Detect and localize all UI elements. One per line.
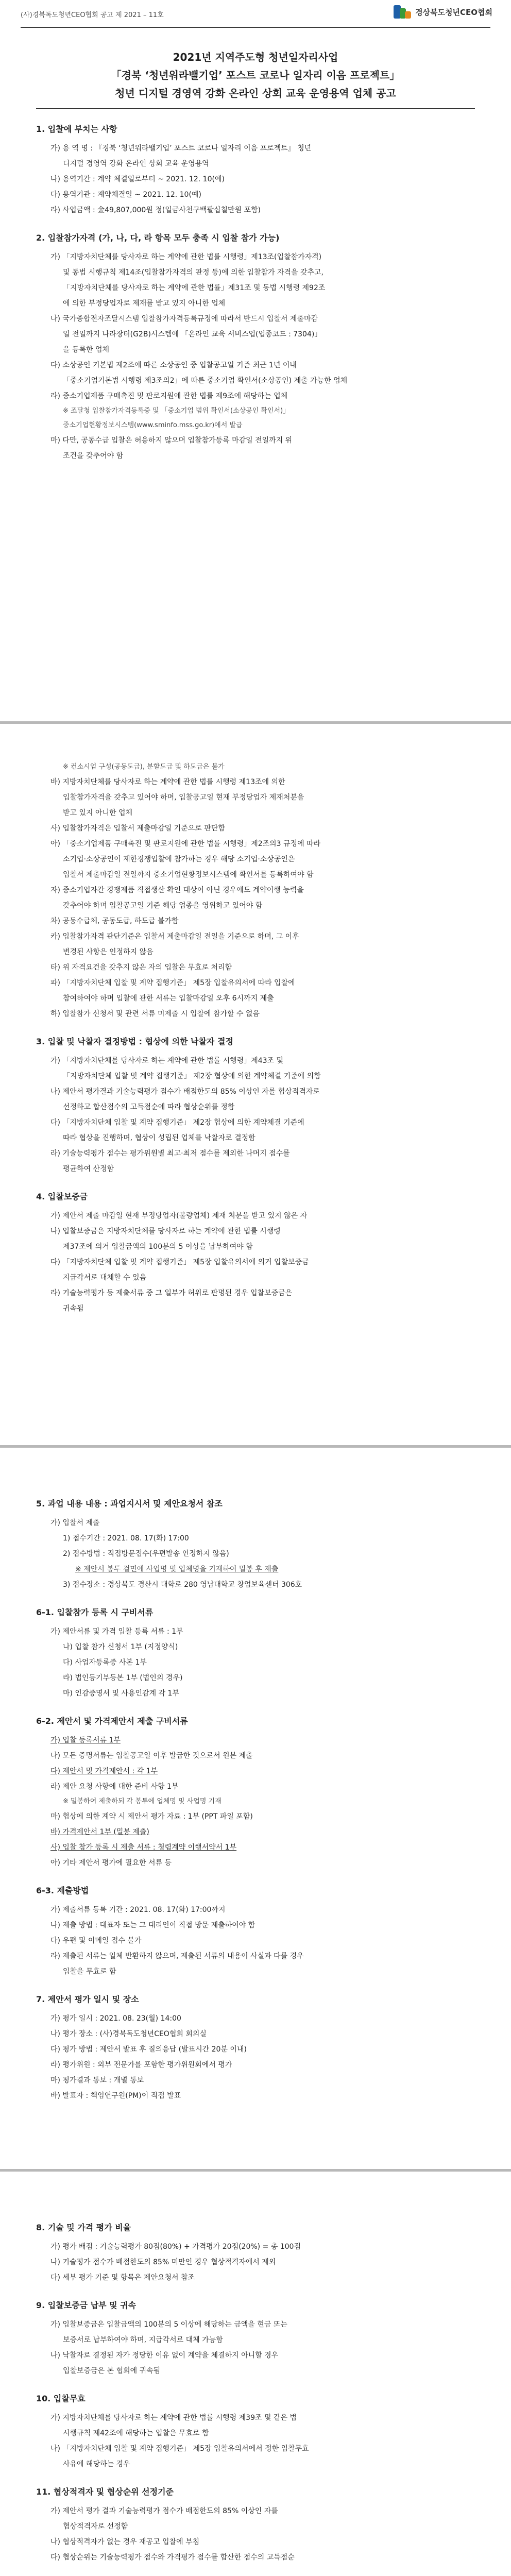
section-line: 라) 기술능력평가 등 제출서류 중 그 일부가 허위로 판명된 경우 입찰보증금은 bbox=[50, 1289, 293, 1297]
section-heading: 9. 입찰보증금 납부 및 귀속 bbox=[36, 2300, 137, 2310]
document-page-1 bbox=[0, 0, 511, 721]
section-line: 귀속됨 bbox=[63, 1304, 84, 1313]
section-line: 가) 평가 배점 : 기술능력평가 80점(80%) + 가격평가 20점(20%) = 총 100점 bbox=[50, 2243, 301, 2251]
section-line: ※ 제안서 봉투 겉면에 사업명 및 업체명을 기재하여 밀봉 후 제출 bbox=[75, 1565, 279, 1573]
section-note: ※ 조달청 입찰참가자격등록증 및 「중소기업 범위 확인서(소상공인 확인서)」 bbox=[63, 407, 290, 415]
section-line: 라) 제안 요청 사항에 대한 준비 사항 1부 bbox=[50, 1783, 179, 1791]
section-line: 「지방자치단체 입찰 및 계약 집행기준」 제2장 협상에 의한 계약체결 기준에 의함 bbox=[63, 1072, 321, 1080]
section-line: 소기업·소상공인이 제한경쟁입찰에 참가하는 경우 해당 소기업·소상공인은 bbox=[63, 855, 295, 863]
section-line: 가) 제출서류 등록 기간 : 2021. 08. 17(화) 17:00까지 bbox=[50, 1906, 226, 1914]
section-heading: 10. 입찰무효 bbox=[36, 2394, 86, 2403]
section-heading: 5. 과업 내용 내용 : 과업지시서 및 제안요청서 참조 bbox=[36, 1499, 223, 1509]
section-line: 제37조에 의거 입찰금액의 100분의 5 이상을 납부하여야 함 bbox=[63, 1243, 253, 1251]
section-line: 받고 있지 아니한 업체 bbox=[63, 809, 133, 817]
section-line: 차) 공동수급체, 공동도급, 하도급 불가함 bbox=[50, 917, 179, 925]
logo-text: 경상북도청년CEO협회 bbox=[415, 7, 492, 17]
section-line: 입찰참가자격을 갖추고 있어야 하며, 입찰공고일 현재 부정당업자 제재처분을 bbox=[63, 793, 304, 802]
section-line: 나) 기술평가 점수가 배점한도의 85% 미만인 경우 협상적격자에서 제외 bbox=[50, 2258, 276, 2266]
section-line: 가) 「지방자치단체를 당사자로 하는 계약에 관한 법률 시행령」제43조 및 bbox=[50, 1057, 284, 1065]
section-line: 갖추어야 하며 입찰공고일 기준 해당 업종을 영위하고 있어야 함 bbox=[63, 902, 263, 910]
section-heading: 6-2. 제안서 및 가격제안서 제출 구비서류 bbox=[36, 1716, 188, 1726]
section-note: ※ 컨소시엄 구성(공동도급), 분할도급 및 하도급은 불가 bbox=[63, 763, 225, 771]
section-heading: 4. 입찰보증금 bbox=[36, 1192, 88, 1201]
section-note: 중소기업현황정보시스템(www.sminfo.mss.go.kr)에서 발급 bbox=[63, 421, 243, 429]
section-line: 다) 용역기관 : 계약체결일 ~ 2021. 12. 10(예) bbox=[50, 191, 201, 199]
section-heading: 8. 기술 및 가격 평가 비율 bbox=[36, 2223, 131, 2232]
section-line: 마) 협상에 의한 계약 시 제안서 평가 자료 : 1부 (PPT 파일 포함) bbox=[50, 1812, 253, 1821]
section-heading: 6-3. 제출방법 bbox=[36, 1886, 89, 1895]
section-line: 시행규칙 제42조에 해당하는 입찰은 무효로 함 bbox=[63, 2429, 209, 2437]
section-line: 에 의한 부정당업자로 제재를 받고 있지 아니한 업체 bbox=[63, 299, 226, 308]
section-line: 다) 협상순위는 기술능력평가 점수와 가격평가 점수를 합산한 점수의 고득점순 bbox=[50, 2553, 295, 2562]
section-line: 선정하고 합산점수의 고득점순에 따라 협상순위를 정함 bbox=[63, 1103, 235, 1111]
section-line: 나) 제안서 평가결과 기술능력평가 점수가 배점한도의 85% 이상인 자를 협상적격자로 bbox=[50, 1088, 320, 1096]
section-line: 나) 모든 증명서류는 입찰공고일 이후 발급한 것으로서 원본 제출 bbox=[50, 1752, 253, 1760]
document-page-4 bbox=[0, 2172, 511, 2576]
section-line: 나) 협상적격자가 없는 경우 재공고 입찰에 부침 bbox=[50, 2538, 200, 2546]
section-line: 일 전일까지 나라장터(G2B)시스템에 「온라인 교육 서비스업(업종코드 : 7304)」 bbox=[63, 330, 322, 338]
section-line: 나) 입찰보증금은 지방자치단체를 당사자로 하는 계약에 관한 법률 시행령 bbox=[50, 1227, 281, 1235]
document-page-2 bbox=[0, 724, 511, 1445]
section-line: 1) 접수기간 : 2021. 08. 17(화) 17:00 bbox=[63, 1534, 189, 1543]
title-line-3: 청년 디지털 경영역 강화 온라인 상회 교육 운영용역 업체 공고 bbox=[115, 87, 396, 99]
header-divider bbox=[21, 27, 490, 28]
section-line: 가) 제안서 제출 마감일 현재 부정당업자(불량업체) 제재 처분을 받고 있지 않은 자 bbox=[50, 1212, 308, 1220]
section-line: 나) 국가종합전자조달시스템 입찰참가자격등록규정에 따라서 반드시 입찰서 제출마감 bbox=[50, 315, 318, 323]
section-line: 지급각서로 대체할 수 있음 bbox=[63, 1274, 147, 1282]
section-line: 다) 평가 방법 : 제안서 발표 후 질의응답 (발표시간 20분 이내) bbox=[50, 2045, 247, 2054]
section-heading: 3. 입찰 및 낙찰자 결정방법 : 협상에 의한 낙찰자 결정 bbox=[36, 1037, 233, 1046]
section-line: 「중소기업기본법 시행령 제3조의2」에 따른 중소기업 확인서(소상공인) 제출 가능한 업체 bbox=[63, 377, 348, 385]
section-line: 가) 입찰서 제출 bbox=[50, 1519, 100, 1527]
section-line: 마) 평가결과 통보 : 개별 통보 bbox=[50, 2076, 144, 2084]
section-heading: 11. 협상적격자 및 협상순위 선정기준 bbox=[36, 2487, 174, 2497]
section-line: 라) 평가위원 : 외부 전문가를 포함한 평가위원회에서 평가 bbox=[50, 2061, 232, 2069]
section-line: 가) 입찰보증금은 입찰금액의 100분의 5 이상에 해당하는 금액을 현금 또는 bbox=[50, 2320, 287, 2329]
section-line: 마) 인감증명서 및 사용인감계 각 1부 bbox=[63, 1689, 179, 1698]
section-line: 가) 제안서 평가 결과 기술능력평가 점수가 배점한도의 85% 이상인 자를 bbox=[50, 2507, 278, 2515]
section-line: 따라 협상을 진행하며, 협상이 성립된 업체를 낙찰자로 결정함 bbox=[63, 1134, 256, 1142]
section-line: 가) 제안서류 및 가격 입찰 등록 서류 : 1부 bbox=[50, 1628, 183, 1636]
section-line: 참여하여야 하며 입찰에 관한 서류는 입찰마감일 오후 6시까지 제출 bbox=[63, 994, 274, 1003]
section-line: 3) 접수장소 : 경상북도 경산시 대학로 280 영남대학교 창업보육센터 306호 bbox=[63, 1581, 302, 1589]
section-line: 평균하여 산정함 bbox=[63, 1165, 114, 1173]
section-line: 타) 위 자격요건을 갖추지 않은 자의 입찰은 무효로 처리함 bbox=[50, 963, 232, 972]
section-line: 아) 「중소기업제품 구매촉진 및 판로지원에 관한 법률 시행령」제2조의3 규정에 따라 bbox=[50, 840, 321, 848]
logo-mark-icon bbox=[394, 5, 411, 19]
section-line: 사) 입찰참가자격은 입찰서 제출마감일 기준으로 판단함 bbox=[50, 824, 225, 833]
section-line: 다) 우편 및 이메일 접수 불가 bbox=[50, 1937, 142, 1945]
section-line: 바) 발표자 : 책임연구원(PM)이 직접 발표 bbox=[50, 2092, 181, 2100]
section-line: 가) 평가 일시 : 2021. 08. 23(월) 14:00 bbox=[50, 2014, 181, 2023]
section-line: 다) 세부 평가 기준 및 항목은 제안요청서 참조 bbox=[50, 2274, 195, 2282]
section-note: ※ 밀봉하여 제출하되 각 봉투에 업체명 및 사업명 기재 bbox=[63, 1798, 222, 1805]
section-line: 자) 중소기업자간 경쟁제품 직접생산 확인 대상이 아닌 경우에도 계약이행 능력을 bbox=[50, 886, 304, 894]
section-line: 나) 평가 장소 : (사)경북독도청년CEO협회 회의실 bbox=[50, 2030, 207, 2038]
section-line: 다) 「지방자치단체 입찰 및 계약 집행기준」 제5장 입찰유의서에 의거 입찰보증금 bbox=[50, 1258, 309, 1266]
section-heading: 7. 제안서 평가 일시 및 장소 bbox=[36, 1994, 139, 2004]
section-line: 입찰보증금은 본 협회에 귀속됨 bbox=[63, 2367, 161, 2375]
section-line: 가) 입찰 등록서류 1부 bbox=[50, 1736, 121, 1744]
organization-logo bbox=[394, 5, 492, 19]
announcement-title bbox=[36, 49, 475, 100]
section-line: 2) 접수방법 : 직접방문접수(우편발송 인정하지 않음) bbox=[63, 1550, 229, 1558]
section-line: 라) 사업금액 : 金49,807,000원 정(일금사천구백팔십칠만원 포함) bbox=[50, 206, 261, 214]
title-divider bbox=[36, 108, 475, 109]
section-line: 나) 입찰 참가 신청서 1부 (지정양식) bbox=[63, 1643, 178, 1651]
section-line: 사) 입찰 참가 등록 시 제출 서류 : 청렴계약 이행서약서 1부 bbox=[50, 1843, 237, 1852]
section-line: 및 동법 시행규칙 제14조(입찰참가자격의 판정 등)에 의한 입찰참가 자격을 갖추고, bbox=[63, 268, 324, 277]
section-line: 가) 용 역 명 : 『경북 ‘청년워라밸기업’ 포스트 코로나 일자리 이음 프로젝트』 청년 bbox=[50, 144, 312, 152]
section-line: 카) 입찰참가자격 판단기준은 입찰서 제출마감일 전일을 기준으로 하며, 그 이후 bbox=[50, 933, 299, 941]
section-heading: 6-1. 입찰참가 등록 시 구비서류 bbox=[36, 1607, 154, 1617]
section-line: 가) 「지방자치단체를 당사자로 하는 계약에 관한 법률 시행령」제13조(입찰참가자격) bbox=[50, 253, 322, 261]
document-page-3 bbox=[0, 1448, 511, 2169]
section-heading: 1. 입찰에 부치는 사항 bbox=[36, 124, 117, 134]
section-line: 아) 기타 제안서 평가에 필요한 서류 등 bbox=[50, 1859, 172, 1867]
section-line: 마) 다만, 공동수급 입찰은 허용하지 않으며 입찰참가등록 마감일 전일까지 위 bbox=[50, 436, 293, 445]
section-line: 가) 지방자치단체를 당사자로 하는 계약에 관한 법률 시행령 제39조 및 같은 법 bbox=[50, 2414, 297, 2422]
section-heading: 2. 입찰참가자격 (가, 나, 다, 라 항목 모두 충족 시 입찰 참가 가능) bbox=[36, 233, 280, 243]
section-line: 나) 용역기간 : 계약 체결일로부터 ~ 2021. 12. 10(예) bbox=[50, 175, 225, 183]
section-line: 을 등록한 업체 bbox=[63, 346, 110, 354]
section-line: 바) 가격제안서 1부 (밀봉 제출) bbox=[50, 1828, 149, 1836]
section-line: 사유에 해당하는 경우 bbox=[63, 2460, 130, 2468]
title-line-2: 「경북 ‘청년워라밸기업’ 포스트 코로나 일자리 이음 프로젝트」 bbox=[111, 69, 400, 81]
section-line: 다) 사업자등록증 사본 1부 bbox=[63, 1658, 147, 1667]
section-line: 보증서로 납부하여야 하며, 지급각서로 대체 가능함 bbox=[63, 2336, 223, 2344]
section-line: 다) 소상공인 기본법 제2조에 따른 소상공인 중 입찰공고일 기준 최근 1년 이내 bbox=[50, 361, 297, 369]
document-reference-number: (사)경북독도청년CEO협회 공고 제 2021 – 11호 bbox=[21, 11, 164, 19]
section-line: 「지방자치단체를 당사자로 하는 계약에 관한 법률」제31조 및 동법 시행령 제92조 bbox=[63, 284, 326, 292]
section-line: 협상적격자로 선정함 bbox=[63, 2522, 128, 2531]
section-line: 나) 제출 방법 : 대표자 또는 그 대리인이 직접 방문 제출하여야 함 bbox=[50, 1921, 256, 1929]
section-line: 디지털 경영역 강화 온라인 상회 교육 운영용역 bbox=[63, 160, 209, 168]
section-line: 라) 제출된 서류는 일체 반환하지 않으며, 제출된 서류의 내용이 사실과 다를 경우 bbox=[50, 1952, 304, 1960]
section-line: 하) 입찰참가 신청서 및 관련 서류 미제출 시 입찰에 참가할 수 없음 bbox=[50, 1010, 260, 1018]
section-line: 입찰을 무효로 함 bbox=[63, 1968, 116, 1976]
section-line: 조건을 갖추어야 함 bbox=[63, 452, 124, 460]
section-line: 파) 「지방자치단체 입찰 및 계약 집행기준」 제5장 입찰유의서에 따라 입찰에 bbox=[50, 979, 295, 987]
section-line: 라) 기술능력평가 점수는 평가위원별 최고·최저 점수를 제외한 나머지 점수를 bbox=[50, 1149, 290, 1158]
section-line: 라) 법인등기부등본 1부 (법인의 경우) bbox=[63, 1674, 183, 1682]
section-line: 바) 지방자치단체를 당사자로 하는 계약에 관한 법률 시행령 제13조에 의한 bbox=[50, 778, 285, 786]
section-line: 변경된 사항은 인정하지 않음 bbox=[63, 948, 154, 956]
section-line: 다) 「지방자치단체 입찰 및 계약 집행기준」 제2장 협상에 의한 계약체결 기준에 bbox=[50, 1118, 304, 1127]
section-line: 입찰서 제출마감일 전일까지 중소기업현황정보시스템에 확인서를 등록하여야 함 bbox=[63, 871, 314, 879]
section-line: 나) 낙찰자로 결정된 자가 정당한 이유 없이 계약을 체결하지 아니할 경우 bbox=[50, 2351, 279, 2360]
title-line-1: 2021년 지역주도형 청년일자리사업 bbox=[173, 51, 338, 63]
section-line: 다) 제안서 및 가격제안서 : 각 1부 bbox=[50, 1767, 158, 1775]
section-line: 나) 「지방자치단체 입찰 및 계약 집행기준」 제5장 입찰유의서에서 정한 입찰무효 bbox=[50, 2445, 309, 2453]
section-line: 라) 중소기업제품 구매촉진 및 판로지원에 관한 법률 제9조에 해당하는 업체 bbox=[50, 392, 288, 400]
